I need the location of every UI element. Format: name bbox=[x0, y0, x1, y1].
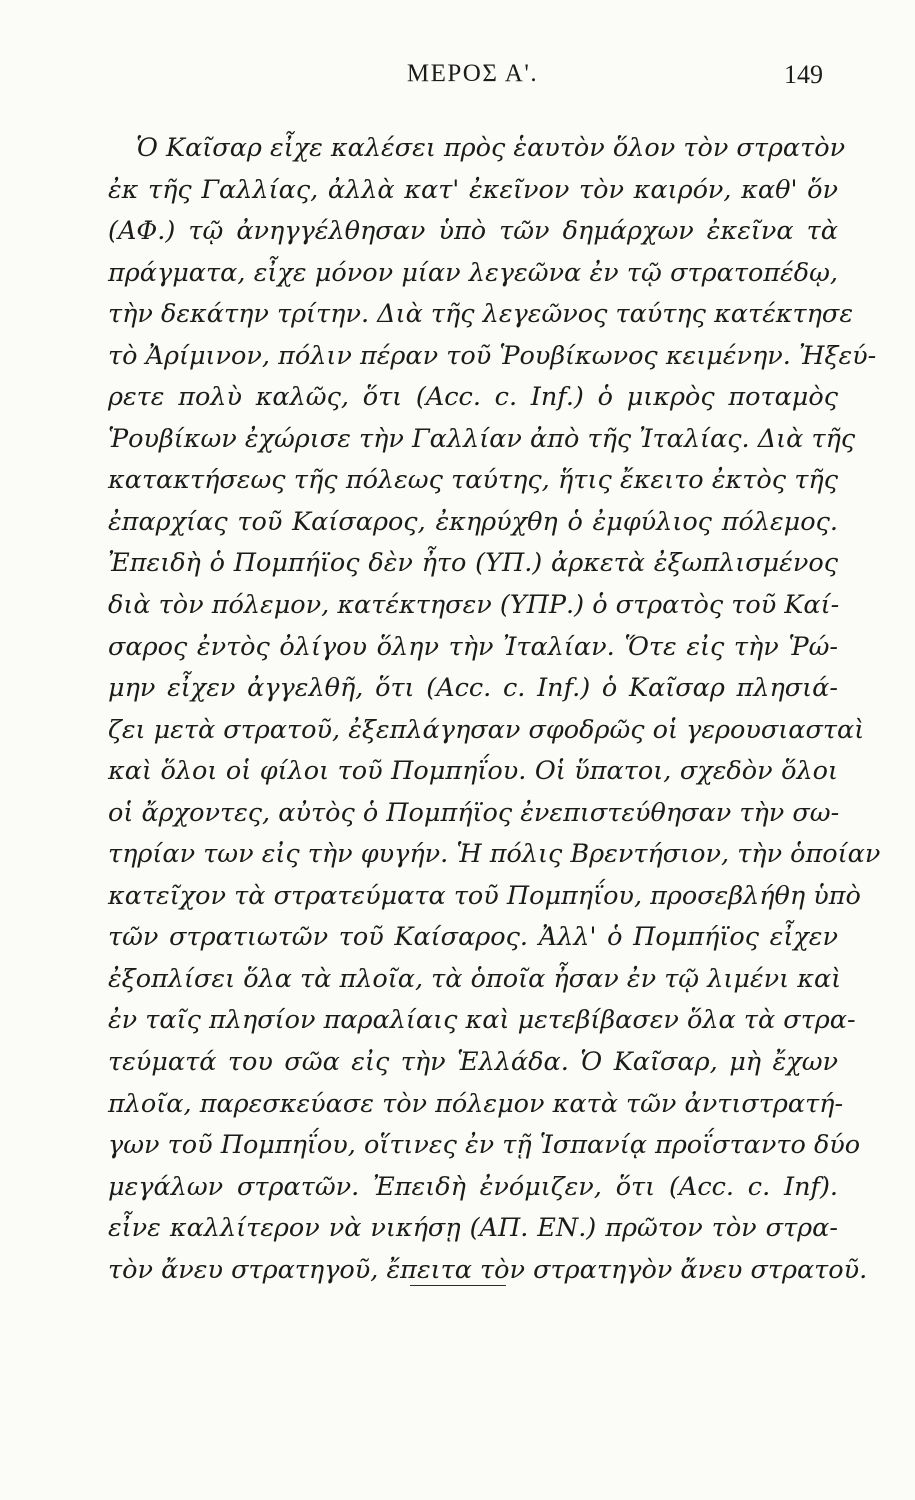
end-rule bbox=[410, 1285, 506, 1286]
text-line: τεύματά του σῶα εἰς τὴν Ἑλλάδα. Ὁ Καῖσαρ, μὴ ἔχων bbox=[108, 1047, 838, 1078]
text-line: τηρίαν των εἰς τὴν φυγήν. Ἡ πόλις Βρεντήσιον, τὴν ὁποίαν bbox=[108, 839, 881, 870]
text-line: ἐν ταῖς πλησίον παραλίαις καὶ μετεβίβασεν ὅλα τὰ στρα- bbox=[108, 1005, 856, 1036]
text-line: σαρος ἐντὸς ὀλίγου ὅλην τὴν Ἰταλίαν. Ὅτε εἰς τὴν Ῥώ- bbox=[108, 631, 838, 662]
text-line: ἐκ τῆς Γαλλίας, ἀλλὰ κατ' ἐκεῖνον τὸν καιρόν, καθ' ὅν bbox=[108, 174, 838, 205]
text-line: ζει μετὰ στρατοῦ, ἐξεπλάγησαν σφοδρῶς οἱ γερουσιασταὶ bbox=[108, 714, 865, 745]
text-line: τῶν στρατιωτῶν τοῦ Καίσαρος. Ἀλλ' ὁ Πομπήϊος εἶχεν bbox=[108, 922, 838, 953]
text-line: τὸ Ἀρίμινον, πόλιν πέραν τοῦ Ῥουβίκωνος κειμένην. Ἠξεύ- bbox=[108, 340, 877, 371]
text-line: πράγματα, εἶχε μόνον μίαν λεγεῶνα ἐν τῷ στρατοπέδῳ, bbox=[108, 257, 838, 288]
text-line: κατακτήσεως τῆς πόλεως ταύτης, ἥτις ἔκειτο ἐκτὸς τῆς bbox=[108, 465, 838, 496]
text-line: εἶνε καλλίτερον νὰ νικήσῃ (ΑΠ. ΕΝ.) πρῶτον τὸν στρα- bbox=[108, 1213, 838, 1244]
text-line: γων τοῦ Πομπηΐου, οἵτινες ἐν τῇ Ἱσπανίᾳ προΐσταντο δύο bbox=[108, 1130, 861, 1161]
text-line: τὸν ἄνευ στρατηγοῦ, ἔπειτα τὸν στρατηγὸν ἄνευ στρατοῦ. bbox=[108, 1254, 868, 1285]
text-line: ἐπαρχίας τοῦ Καίσαρος, ἐκηρύχθη ὁ ἐμφύλιος πόλεμος. bbox=[108, 506, 838, 537]
text-line: (ΑΦ.) τῷ ἀνηγγέλθησαν ὑπὸ τῶν δημάρχων ἐκεῖνα τὰ bbox=[108, 216, 838, 247]
text-line: διὰ τὸν πόλεμον, κατέκτησεν (ΥΠΡ.) ὁ στρατὸς τοῦ Καί- bbox=[108, 590, 840, 621]
text-line: πλοῖα, παρεσκεύασε τὸν πόλεμον κατὰ τῶν ἀντιστρατή- bbox=[108, 1088, 844, 1119]
running-head: ΜΕΡΟΣ Α'. bbox=[406, 60, 539, 87]
page-number: 149 bbox=[784, 60, 823, 89]
page-header bbox=[110, 60, 835, 100]
text-line: καὶ ὅλοι οἱ φίλοι τοῦ Πομπηΐου. Οἱ ὕπατοι, σχεδὸν ὅλοι bbox=[108, 756, 838, 787]
text-line: Ἐπειδὴ ὁ Πομπήϊος δὲν ἦτο (ΥΠ.) ἀρκετὰ ἐξωπλισμένος bbox=[108, 548, 838, 579]
text-line: μην εἶχεν ἀγγελθῆ, ὅτι (Acc. c. Inf.) ὁ Καῖσαρ πλησιά- bbox=[108, 673, 838, 704]
text-line: ρετε πολὺ καλῶς, ὅτι (Acc. c. Inf.) ὁ μικρὸς ποταμὸς bbox=[108, 382, 838, 413]
paragraph bbox=[108, 128, 881, 1291]
text-line: μεγάλων στρατῶν. Ἐπειδὴ ἐνόμιζεν, ὅτι (Acc. c. Inf). bbox=[108, 1171, 838, 1202]
text-line: ἐξοπλίσει ὅλα τὰ πλοῖα, τὰ ὁποῖα ἦσαν ἐν τῷ λιμένι καὶ bbox=[108, 963, 842, 994]
text-line: τὴν δεκάτην τρίτην. Διὰ τῆς λεγεῶνος ταύτης κατέκτησε bbox=[108, 299, 854, 330]
text-line: Ὁ Καῖσαρ εἶχε καλέσει πρὸς ἑαυτὸν ὅλον τὸν στρατὸν bbox=[136, 133, 846, 163]
text-line: οἱ ἄρχοντες, αὐτὸς ὁ Πομπήϊος ἐνεπιστεύθησαν τὴν σω- bbox=[108, 797, 840, 828]
text-line: κατεῖχον τὰ στρατεύματα τοῦ Πομπηΐου, προσεβλήθη ὑπὸ bbox=[108, 880, 861, 911]
text-line: Ῥουβίκων ἐχώρισε τὴν Γαλλίαν ἀπὸ τῆς Ἰταλίας. Διὰ τῆς bbox=[108, 423, 856, 454]
